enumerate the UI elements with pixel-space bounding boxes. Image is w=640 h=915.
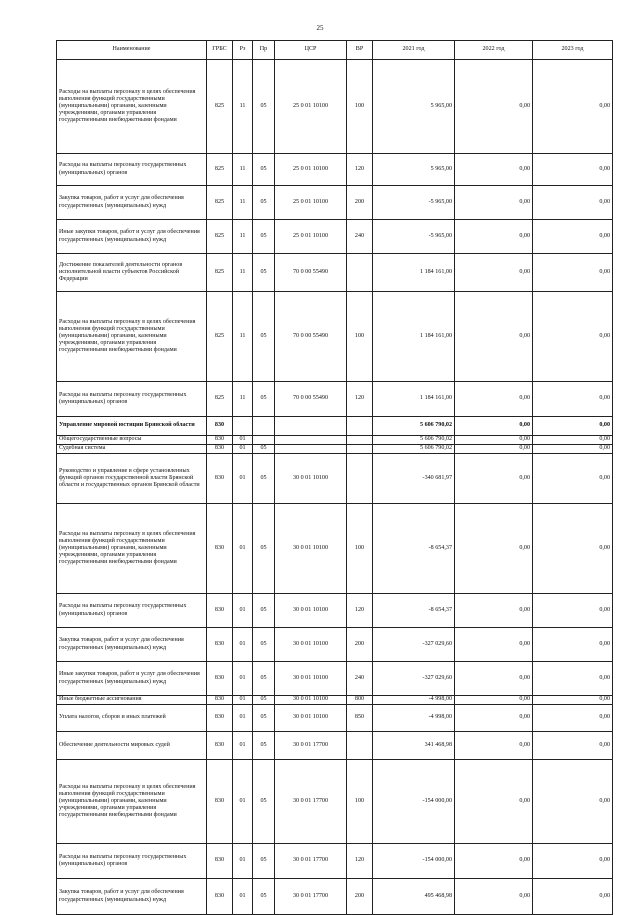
cell-rz: 01 — [233, 844, 253, 879]
cell-grbs: 825 — [207, 254, 233, 292]
cell-2023: 0,00 — [533, 254, 613, 292]
cell-pr: 05 — [253, 732, 275, 760]
cell-name: Закупка товаров, работ и услуг для обеспечения государственных (муниципальных) нужд — [57, 879, 207, 915]
cell-rz: 01 — [233, 879, 253, 915]
cell-vr: 120 — [347, 154, 373, 186]
cell-rz: 01 — [233, 628, 253, 662]
cell-vr: 850 — [347, 705, 373, 732]
cell-csr: 30 0 01 10100 — [275, 594, 347, 628]
cell-rz: 01 — [233, 696, 253, 705]
cell-pr: 05 — [253, 504, 275, 594]
cell-2023: 0,00 — [533, 696, 613, 705]
table-row — [57, 60, 613, 154]
cell-rz: 11 — [233, 254, 253, 292]
cell-name: Расходы на выплаты персоналу в целях обеспечения выполнения функций государственными (муниципальными) органами, казенными учреждениями, органами управления государственными внебюджетными фондами — [57, 760, 207, 844]
cell-2023: 0,00 — [533, 436, 613, 445]
cell-2021: -5 965,00 — [373, 220, 455, 254]
table-body — [57, 60, 613, 915]
cell-rz: 01 — [233, 504, 253, 594]
table-row — [57, 696, 613, 705]
cell-2022: 0,00 — [455, 382, 533, 417]
cell-grbs: 830 — [207, 436, 233, 445]
cell-pr: 05 — [253, 879, 275, 915]
cell-vr: 120 — [347, 844, 373, 879]
cell-pr: 05 — [253, 445, 275, 454]
table-row — [57, 879, 613, 915]
cell-name: Расходы на выплаты персоналу государственных (муниципальных) органов — [57, 844, 207, 879]
cell-csr: 30 0 01 10100 — [275, 662, 347, 696]
cell-2023: 0,00 — [533, 844, 613, 879]
cell-2021: 1 184 161,00 — [373, 254, 455, 292]
page-number: 25 — [316, 24, 324, 32]
cell-pr: 05 — [253, 254, 275, 292]
cell-vr: 100 — [347, 60, 373, 154]
cell-pr — [253, 417, 275, 436]
cell-2023: 0,00 — [533, 454, 613, 504]
cell-name: Уплата налогов, сборов и иных платежей — [57, 705, 207, 732]
cell-rz: 11 — [233, 60, 253, 154]
cell-2021: 5 606 790,02 — [373, 436, 455, 445]
cell-csr: 30 0 01 10100 — [275, 504, 347, 594]
cell-rz: 11 — [233, 154, 253, 186]
header-rz: Рз — [233, 41, 253, 60]
cell-2021: -154 000,00 — [373, 844, 455, 879]
cell-csr: 25 0 01 10100 — [275, 220, 347, 254]
cell-vr — [347, 732, 373, 760]
cell-pr: 05 — [253, 705, 275, 732]
cell-name: Управление мировой юстиции Брянской области — [57, 417, 207, 436]
cell-name: Руководство и управление в сфере установленных функций органов государственной власти Брянской области и государственных органов Брянской области — [57, 454, 207, 504]
cell-vr: 120 — [347, 382, 373, 417]
cell-csr: 70 0 00 55490 — [275, 254, 347, 292]
header-grbs: ГРБС — [207, 41, 233, 60]
cell-name: Расходы на выплаты персоналу государственных (муниципальных) органов — [57, 594, 207, 628]
cell-csr: 30 0 01 17700 — [275, 732, 347, 760]
cell-rz: 01 — [233, 705, 253, 732]
cell-rz: 11 — [233, 186, 253, 220]
cell-csr — [275, 417, 347, 436]
table-row — [57, 760, 613, 844]
cell-2023: 0,00 — [533, 445, 613, 454]
cell-name: Иные бюджетные ассигнования — [57, 696, 207, 705]
cell-2023: 0,00 — [533, 382, 613, 417]
cell-grbs: 830 — [207, 879, 233, 915]
cell-csr: 30 0 01 17700 — [275, 844, 347, 879]
cell-2022: 0,00 — [455, 436, 533, 445]
cell-vr: 800 — [347, 696, 373, 705]
cell-csr: 25 0 01 10100 — [275, 60, 347, 154]
cell-name: Обеспечение деятельности мировых судей — [57, 732, 207, 760]
cell-2021: 1 184 161,00 — [373, 382, 455, 417]
cell-pr: 05 — [253, 662, 275, 696]
cell-pr: 05 — [253, 594, 275, 628]
cell-2022: 0,00 — [455, 628, 533, 662]
cell-pr: 05 — [253, 454, 275, 504]
cell-csr: 30 0 01 10100 — [275, 696, 347, 705]
cell-grbs: 825 — [207, 186, 233, 220]
cell-name: Иные закупки товаров, работ и услуг для обеспечения государственных (муниципальных) нужд — [57, 662, 207, 696]
cell-vr — [347, 436, 373, 445]
cell-grbs: 830 — [207, 732, 233, 760]
cell-2022: 0,00 — [455, 254, 533, 292]
cell-2021: -327 029,60 — [373, 662, 455, 696]
cell-2021: -340 681,97 — [373, 454, 455, 504]
cell-rz: 11 — [233, 292, 253, 382]
cell-2022: 0,00 — [455, 454, 533, 504]
cell-vr: 200 — [347, 628, 373, 662]
cell-2021: 495 468,98 — [373, 879, 455, 915]
cell-name: Расходы на выплаты персоналу в целях обеспечения выполнения функций государственными (муниципальными) органами, казенными учреждениями, органами управления государственными внебюджетными фондами — [57, 292, 207, 382]
cell-2022: 0,00 — [455, 292, 533, 382]
cell-name: Достижение показателей деятельности органов исполнительной власти субъектов Российской Федерации — [57, 254, 207, 292]
cell-grbs: 825 — [207, 292, 233, 382]
table-row — [57, 732, 613, 760]
cell-grbs: 830 — [207, 445, 233, 454]
cell-grbs: 830 — [207, 662, 233, 696]
cell-grbs: 830 — [207, 504, 233, 594]
cell-name: Закупка товаров, работ и услуг для обеспечения государственных (муниципальных) нужд — [57, 186, 207, 220]
cell-name: Закупка товаров, работ и услуг для обеспечения государственных (муниципальных) нужд — [57, 628, 207, 662]
table-row — [57, 662, 613, 696]
table-row — [57, 417, 613, 436]
cell-2023: 0,00 — [533, 732, 613, 760]
cell-pr: 05 — [253, 760, 275, 844]
cell-rz: 01 — [233, 445, 253, 454]
cell-2021: 5 606 790,02 — [373, 417, 455, 436]
cell-2023: 0,00 — [533, 417, 613, 436]
cell-2023: 0,00 — [533, 760, 613, 844]
cell-2021: -8 654,37 — [373, 504, 455, 594]
cell-2023: 0,00 — [533, 628, 613, 662]
cell-rz: 01 — [233, 454, 253, 504]
cell-vr: 240 — [347, 662, 373, 696]
cell-name: Общегосударственные вопросы — [57, 436, 207, 445]
table-header-row — [57, 41, 613, 60]
cell-2023: 0,00 — [533, 154, 613, 186]
table-row — [57, 844, 613, 879]
cell-2022: 0,00 — [455, 760, 533, 844]
cell-2022: 0,00 — [455, 417, 533, 436]
cell-name: Расходы на выплаты персоналу государственных (муниципальных) органов — [57, 154, 207, 186]
cell-rz: 01 — [233, 662, 253, 696]
table-row — [57, 220, 613, 254]
cell-2021: -4 998,00 — [373, 696, 455, 705]
table-row — [57, 382, 613, 417]
cell-vr: 100 — [347, 292, 373, 382]
cell-2023: 0,00 — [533, 292, 613, 382]
cell-2022: 0,00 — [455, 186, 533, 220]
cell-2022: 0,00 — [455, 220, 533, 254]
cell-name: Расходы на выплаты персоналу в целях обеспечения выполнения функций государственными (муниципальными) органами, казенными учреждениями, органами управления государственными внебюджетными фондами — [57, 504, 207, 594]
cell-2021: 341 468,98 — [373, 732, 455, 760]
cell-vr: 100 — [347, 760, 373, 844]
cell-2021: -4 998,00 — [373, 705, 455, 732]
cell-grbs: 830 — [207, 628, 233, 662]
cell-csr: 70 0 00 55490 — [275, 292, 347, 382]
cell-2022: 0,00 — [455, 504, 533, 594]
cell-csr — [275, 445, 347, 454]
cell-vr: 100 — [347, 504, 373, 594]
header-2021: 2021 год — [373, 41, 455, 60]
table-row — [57, 186, 613, 220]
cell-rz: 01 — [233, 760, 253, 844]
table-row — [57, 292, 613, 382]
cell-2022: 0,00 — [455, 594, 533, 628]
cell-grbs: 830 — [207, 844, 233, 879]
cell-csr: 70 0 00 55490 — [275, 382, 347, 417]
cell-grbs: 825 — [207, 60, 233, 154]
header-csr: ЦСР — [275, 41, 347, 60]
cell-vr: 240 — [347, 220, 373, 254]
cell-2022: 0,00 — [455, 844, 533, 879]
cell-2023: 0,00 — [533, 662, 613, 696]
cell-csr: 25 0 01 10100 — [275, 154, 347, 186]
cell-2022: 0,00 — [455, 705, 533, 732]
cell-csr — [275, 436, 347, 445]
header-pr: Пр — [253, 41, 275, 60]
cell-pr: 05 — [253, 382, 275, 417]
cell-rz: 01 — [233, 594, 253, 628]
cell-2023: 0,00 — [533, 220, 613, 254]
table-row — [57, 445, 613, 454]
cell-grbs: 825 — [207, 382, 233, 417]
cell-grbs: 830 — [207, 417, 233, 436]
cell-grbs: 830 — [207, 705, 233, 732]
cell-pr: 05 — [253, 60, 275, 154]
cell-pr: 05 — [253, 292, 275, 382]
cell-rz — [233, 417, 253, 436]
cell-grbs: 830 — [207, 594, 233, 628]
budget-table — [56, 40, 613, 915]
cell-csr: 30 0 01 10100 — [275, 705, 347, 732]
cell-2023: 0,00 — [533, 60, 613, 154]
cell-pr — [253, 436, 275, 445]
cell-pr: 05 — [253, 844, 275, 879]
cell-pr: 05 — [253, 628, 275, 662]
cell-csr: 30 0 01 10100 — [275, 454, 347, 504]
table-row — [57, 254, 613, 292]
table-row — [57, 454, 613, 504]
table-row — [57, 504, 613, 594]
cell-rz: 11 — [233, 382, 253, 417]
cell-2023: 0,00 — [533, 504, 613, 594]
cell-2023: 0,00 — [533, 705, 613, 732]
cell-vr: 200 — [347, 879, 373, 915]
cell-csr: 30 0 01 17700 — [275, 760, 347, 844]
cell-2021: -154 000,00 — [373, 760, 455, 844]
header-2023: 2023 год — [533, 41, 613, 60]
cell-vr — [347, 445, 373, 454]
cell-vr — [347, 254, 373, 292]
table-row — [57, 628, 613, 662]
cell-2022: 0,00 — [455, 879, 533, 915]
table-row — [57, 705, 613, 732]
header-vr: ВР — [347, 41, 373, 60]
cell-grbs: 830 — [207, 696, 233, 705]
cell-vr — [347, 417, 373, 436]
cell-grbs: 825 — [207, 154, 233, 186]
cell-2021: -327 029,60 — [373, 628, 455, 662]
cell-2022: 0,00 — [455, 662, 533, 696]
cell-vr — [347, 454, 373, 504]
cell-2022: 0,00 — [455, 154, 533, 186]
cell-2022: 0,00 — [455, 445, 533, 454]
header-2022: 2022 год — [455, 41, 533, 60]
cell-grbs: 825 — [207, 220, 233, 254]
cell-csr: 25 0 01 10100 — [275, 186, 347, 220]
cell-2023: 0,00 — [533, 594, 613, 628]
cell-2022: 0,00 — [455, 732, 533, 760]
cell-2023: 0,00 — [533, 879, 613, 915]
cell-name: Расходы на выплаты персоналу государственных (муниципальных) органов — [57, 382, 207, 417]
cell-pr: 05 — [253, 696, 275, 705]
cell-pr: 05 — [253, 186, 275, 220]
cell-csr: 30 0 01 10100 — [275, 628, 347, 662]
cell-vr: 200 — [347, 186, 373, 220]
cell-rz: 11 — [233, 220, 253, 254]
table-row — [57, 436, 613, 445]
cell-grbs: 830 — [207, 760, 233, 844]
cell-pr: 05 — [253, 220, 275, 254]
cell-vr: 120 — [347, 594, 373, 628]
cell-2021: 5 606 790,02 — [373, 445, 455, 454]
cell-csr: 30 0 01 17700 — [275, 879, 347, 915]
cell-name: Иные закупки товаров, работ и услуг для обеспечения государственных (муниципальных) нужд — [57, 220, 207, 254]
cell-2023: 0,00 — [533, 186, 613, 220]
cell-2022: 0,00 — [455, 696, 533, 705]
cell-rz: 01 — [233, 732, 253, 760]
cell-pr: 05 — [253, 154, 275, 186]
cell-name: Судебная система — [57, 445, 207, 454]
cell-grbs: 830 — [207, 454, 233, 504]
cell-2021: 1 184 161,00 — [373, 292, 455, 382]
header-name: Наименование — [57, 41, 207, 60]
cell-rz: 01 — [233, 436, 253, 445]
cell-2022: 0,00 — [455, 60, 533, 154]
cell-2021: -5 965,00 — [373, 186, 455, 220]
cell-2021: 5 965,00 — [373, 154, 455, 186]
table-row — [57, 154, 613, 186]
cell-2021: 5 965,00 — [373, 60, 455, 154]
cell-name: Расходы на выплаты персоналу в целях обеспечения выполнения функций государственными (муниципальными) органами, казенными учреждениями, органами управления государственными внебюджетными фондами — [57, 60, 207, 154]
table-row — [57, 594, 613, 628]
cell-2021: -8 654,37 — [373, 594, 455, 628]
